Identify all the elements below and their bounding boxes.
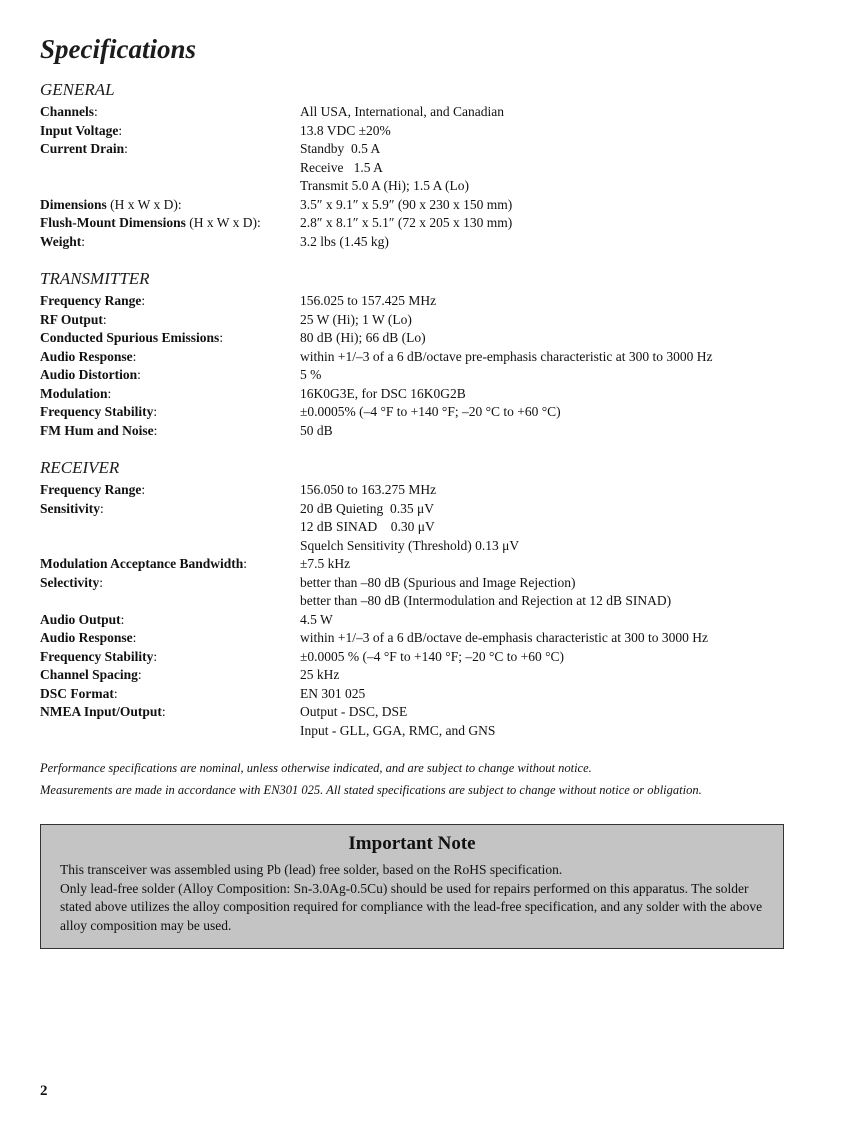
spec-label-suffix: :: [120, 611, 125, 627]
spec-row: [40, 292, 830, 311]
spec-label-suffix: :: [153, 404, 158, 419]
spec-value: 156.025 to 157.425 MHz: [300, 293, 437, 308]
spec-label: [40, 385, 300, 404]
spec-label-suffix: :: [153, 422, 158, 438]
spec-row: [40, 366, 830, 385]
spec-value: All USA, International, and Canadian: [300, 104, 504, 119]
spec-values: [300, 685, 830, 704]
spec-row: [40, 329, 830, 348]
spec-label: [40, 703, 300, 740]
spec-label-suffix: :: [100, 500, 104, 516]
spec-row: [40, 500, 830, 556]
spec-label-suffix: (H x W x D):: [106, 196, 182, 212]
spec-label-text: Audio Response: [40, 630, 133, 645]
spec-label-suffix: :: [161, 704, 166, 719]
spec-values: [300, 555, 830, 574]
spec-value: 25 W (Hi); 1 W (Lo): [300, 311, 412, 327]
spec-value: 80 dB (Hi); 66 dB (Lo): [300, 330, 426, 345]
spec-label-suffix: :: [94, 104, 98, 119]
spec-label-suffix: :: [132, 348, 137, 364]
spec-value: 20 dB Quieting 0.35 μV: [300, 500, 434, 516]
spec-values: [300, 329, 830, 348]
spec-values: [300, 481, 830, 500]
section-general: [40, 80, 830, 251]
spec-label-text: Flush-Mount Dimensions: [40, 215, 186, 230]
spec-value: Input - GLL, GGA, RMC, and GNS: [300, 722, 496, 738]
spec-value: 25 kHz: [300, 667, 340, 682]
section-heading: RECEIVER: [40, 458, 120, 477]
spec-label-suffix: :: [243, 556, 248, 571]
spec-label-suffix: :: [141, 293, 146, 308]
spec-values: [300, 122, 830, 141]
spec-values: [300, 611, 830, 630]
spec-value: 3.5″ x 9.1″ x 5.9″ (90 x 230 x 150 mm): [300, 196, 513, 212]
spec-label: [40, 685, 300, 704]
spec-label-text: DSC Format: [40, 685, 114, 701]
spec-value: Receive 1.5 A: [300, 159, 383, 175]
spec-label-suffix: :: [124, 141, 128, 156]
spec-label-text: Frequency Stability: [40, 648, 154, 664]
spec-label-suffix: (H x W x D):: [185, 215, 261, 230]
spec-values: [300, 292, 830, 311]
spec-values: [300, 703, 830, 740]
spec-label-text: Conducted Spurious Emissions: [40, 330, 220, 345]
spec-value: ±0.0005% (–4 °F to +140 °F; –20 °C to +60 °C): [300, 404, 561, 419]
spec-label-suffix: :: [113, 685, 118, 701]
spec-label-text: Selectivity: [40, 574, 100, 590]
spec-label: [40, 122, 300, 141]
spec-values: [300, 403, 830, 422]
spec-row: [40, 611, 830, 630]
spec-label: [40, 481, 300, 500]
spec-row: [40, 122, 830, 141]
spec-label: [40, 500, 300, 556]
spec-label: [40, 214, 300, 233]
spec-values: [300, 196, 830, 215]
spec-value: ±7.5 kHz: [300, 556, 351, 571]
spec-label-suffix: :: [153, 648, 158, 664]
spec-label-suffix: :: [118, 122, 123, 138]
spec-value: 5 %: [300, 367, 322, 382]
spec-row: [40, 648, 830, 667]
spec-label: [40, 648, 300, 667]
section-receiver: [40, 458, 830, 740]
spec-row: [40, 574, 830, 611]
spec-row: [40, 103, 830, 122]
spec-row: [40, 348, 830, 367]
spec-values: [300, 311, 830, 330]
spec-label: [40, 329, 300, 348]
spec-label: [40, 366, 300, 385]
spec-values: [300, 140, 830, 196]
spec-label: [40, 629, 300, 648]
spec-values: [300, 214, 830, 233]
important-note-title: Important Note: [348, 833, 476, 854]
spec-label-suffix: :: [107, 385, 112, 401]
important-note-paragraph: Only lead-free solder (Alloy Composition: Sn-3.0Ag-0.5Cu) should be used for repairs performed on this apparatus. The solder stated above utilizes the alloy composition required for compliance with the lead-free specification, and any solder with the above alloy composition may be used.: [60, 880, 763, 933]
spec-row: [40, 385, 830, 404]
spec-row: [40, 422, 830, 441]
spec-label: [40, 574, 300, 611]
spec-label-text: Frequency Range: [40, 482, 142, 497]
spec-label: [40, 292, 300, 311]
spec-row: [40, 555, 830, 574]
spec-row: [40, 703, 830, 740]
spec-values: [300, 366, 830, 385]
spec-value: ±0.0005 % (–4 °F to +140 °F; –20 °C to +60 °C): [300, 648, 564, 664]
spec-values: [300, 648, 830, 667]
spec-value: 2.8″ x 8.1″ x 5.1″ (72 x 205 x 130 mm): [300, 215, 513, 230]
spec-values: [300, 233, 830, 252]
spec-label-text: Modulation Acceptance Bandwidth: [40, 556, 244, 571]
important-note-body: [60, 861, 764, 935]
spec-value: 12 dB SINAD 0.30 μV: [300, 519, 435, 534]
spec-label: [40, 403, 300, 422]
spec-label: [40, 311, 300, 330]
spec-row: [40, 196, 830, 215]
footnote: Performance specifications are nominal, unless otherwise indicated, and are subject to change without notice.: [40, 761, 592, 775]
spec-value: 50 dB: [300, 422, 333, 438]
spec-row: [40, 481, 830, 500]
spec-label: [40, 103, 300, 122]
spec-values: [300, 666, 830, 685]
spec-value: 4.5 W: [300, 611, 333, 627]
spec-label-text: Frequency Stability: [40, 404, 154, 419]
spec-value: within +1/–3 of a 6 dB/octave de-emphasis characteristic at 300 to 3000 Hz: [300, 630, 708, 645]
spec-label: [40, 196, 300, 215]
spec-value: Transmit 5.0 A (Hi); 1.5 A (Lo): [300, 178, 470, 193]
spec-values: [300, 629, 830, 648]
section-heading: GENERAL: [40, 80, 115, 99]
spec-label-text: Modulation: [40, 385, 108, 401]
spec-label-text: Channels: [40, 104, 95, 119]
spec-value: better than –80 dB (Intermodulation and Rejection at 12 dB SINAD): [300, 593, 672, 608]
important-note-box: [40, 824, 784, 949]
spec-value: Output - DSC, DSE: [300, 704, 408, 719]
spec-label-text: Dimensions: [40, 196, 107, 212]
spec-values: [300, 103, 830, 122]
spec-label-text: NMEA Input/Output: [40, 704, 162, 719]
spec-values: [300, 385, 830, 404]
spec-label: [40, 233, 300, 252]
spec-value: 13.8 VDC ±20%: [300, 122, 391, 138]
spec-label-text: Sensitivity: [40, 500, 101, 516]
section-heading: TRANSMITTER: [40, 269, 150, 288]
spec-label-text: Frequency Range: [40, 293, 142, 308]
footnotes: [40, 759, 780, 803]
spec-values: [300, 574, 830, 611]
spec-value: 3.2 lbs (1.45 kg): [300, 233, 389, 249]
spec-value: 16K0G3E, for DSC 16K0G2B: [300, 385, 466, 401]
spec-label-text: Channel Spacing: [40, 667, 138, 682]
spec-label-text: Weight: [40, 233, 82, 249]
spec-row: [40, 403, 830, 422]
spec-values: [300, 500, 830, 556]
spec-label-suffix: :: [141, 482, 146, 497]
page-title: Specifications: [40, 34, 196, 64]
spec-row: [40, 233, 830, 252]
spec-label-suffix: :: [102, 311, 107, 327]
spec-label-text: Audio Output: [40, 611, 121, 627]
spec-row: [40, 685, 830, 704]
spec-value: Standby 0.5 A: [300, 141, 381, 156]
page-number: 2: [40, 1083, 48, 1099]
spec-label-text: Audio Distortion: [40, 367, 138, 382]
spec-label-text: Current Drain: [40, 141, 125, 156]
spec-label-suffix: :: [81, 233, 86, 249]
spec-value: within +1/–3 of a 6 dB/octave pre-emphasis characteristic at 300 to 3000 Hz: [300, 348, 713, 364]
spec-label-suffix: :: [137, 667, 142, 682]
spec-row: [40, 666, 830, 685]
spec-label: [40, 348, 300, 367]
spec-value: 156.050 to 163.275 MHz: [300, 482, 437, 497]
spec-label: [40, 140, 300, 196]
spec-label-text: Audio Response: [40, 348, 133, 364]
spec-label: [40, 666, 300, 685]
important-note-paragraph: This transceiver was assembled using Pb (lead) free solder, based on the RoHS specification.: [60, 862, 563, 877]
spec-label: [40, 555, 300, 574]
section-transmitter: [40, 269, 830, 440]
spec-label-text: RF Output: [40, 311, 103, 327]
spec-value: EN 301 025: [300, 685, 366, 701]
spec-label-suffix: :: [219, 330, 224, 345]
spec-label-suffix: :: [99, 574, 103, 590]
spec-label: [40, 422, 300, 441]
spec-value: better than –80 dB (Spurious and Image Rejection): [300, 574, 576, 590]
spec-label-text: FM Hum and Noise: [40, 422, 154, 438]
spec-values: [300, 422, 830, 441]
spec-row: [40, 140, 830, 196]
spec-label-suffix: :: [137, 367, 141, 382]
spec-label: [40, 611, 300, 630]
spec-label-text: Input Voltage: [40, 122, 119, 138]
spec-label-suffix: :: [132, 630, 137, 645]
spec-row: [40, 214, 830, 233]
spec-values: [300, 348, 830, 367]
spec-row: [40, 629, 830, 648]
spec-value: Squelch Sensitivity (Threshold) 0.13 μV: [300, 537, 520, 553]
spec-row: [40, 311, 830, 330]
footnote: Measurements are made in accordance with EN301 025. All stated specifications are subject to change without notice or obligation.: [40, 783, 702, 797]
